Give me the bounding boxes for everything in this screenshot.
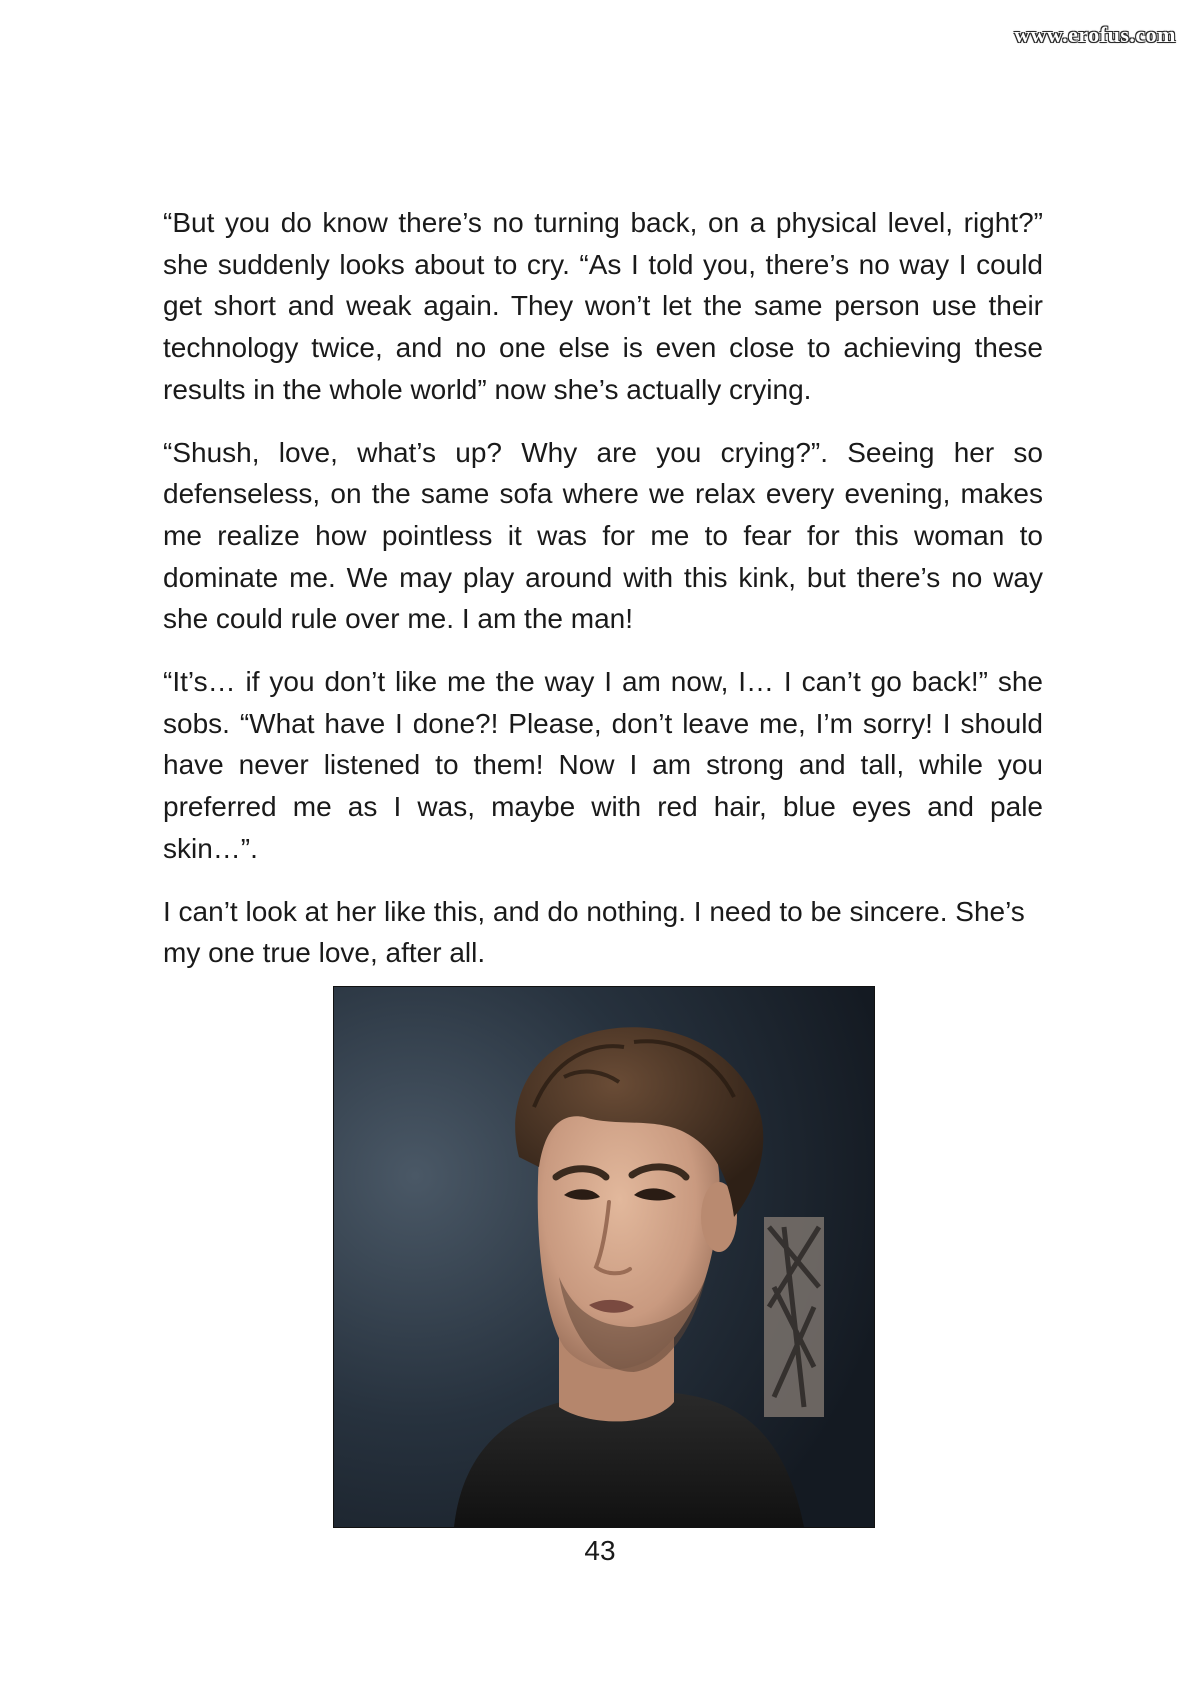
paragraph: “But you do know there’s no turning back, on a physical level, right?” she suddenly looks about to cry. “As I told you, there’s no way I could get short and weak again. They won’t let the same person use their technology twice, and no one else is even close to achieving these results in the whole world” now she’s actually crying. <box>163 207 1043 405</box>
paragraph: “Shush, love, what’s up? Why are you crying?”. Seeing her so defenseless, on the same sofa where we relax every evening, makes me realize how pointless it was for me to fear for this woman to dominate me. We may play around with this kink, but there’s no way she could rule over me. I am the man! <box>163 436 1043 635</box>
story-text <box>163 202 1043 974</box>
paragraph: I can’t look at her like this, and do nothing. I need to be sincere. She’s my one true love, after all. <box>163 895 1025 969</box>
room-divider-screen <box>764 1217 824 1417</box>
page-number: 43 <box>584 1535 616 1566</box>
portrait-image <box>334 987 874 1527</box>
paragraph: “It’s… if you don’t like me the way I am now, I… I can’t go back!” she sobs. “What have I done?! Please, don’t leave me, I’m sorry! I should have never listened to them! Now I am strong and tall, while you preferred me as I was, maybe with red hair, blue eyes and pale skin…”. <box>163 666 1043 864</box>
illustration-man-portrait <box>333 986 875 1528</box>
watermark: www.erofus.com <box>1014 22 1176 47</box>
